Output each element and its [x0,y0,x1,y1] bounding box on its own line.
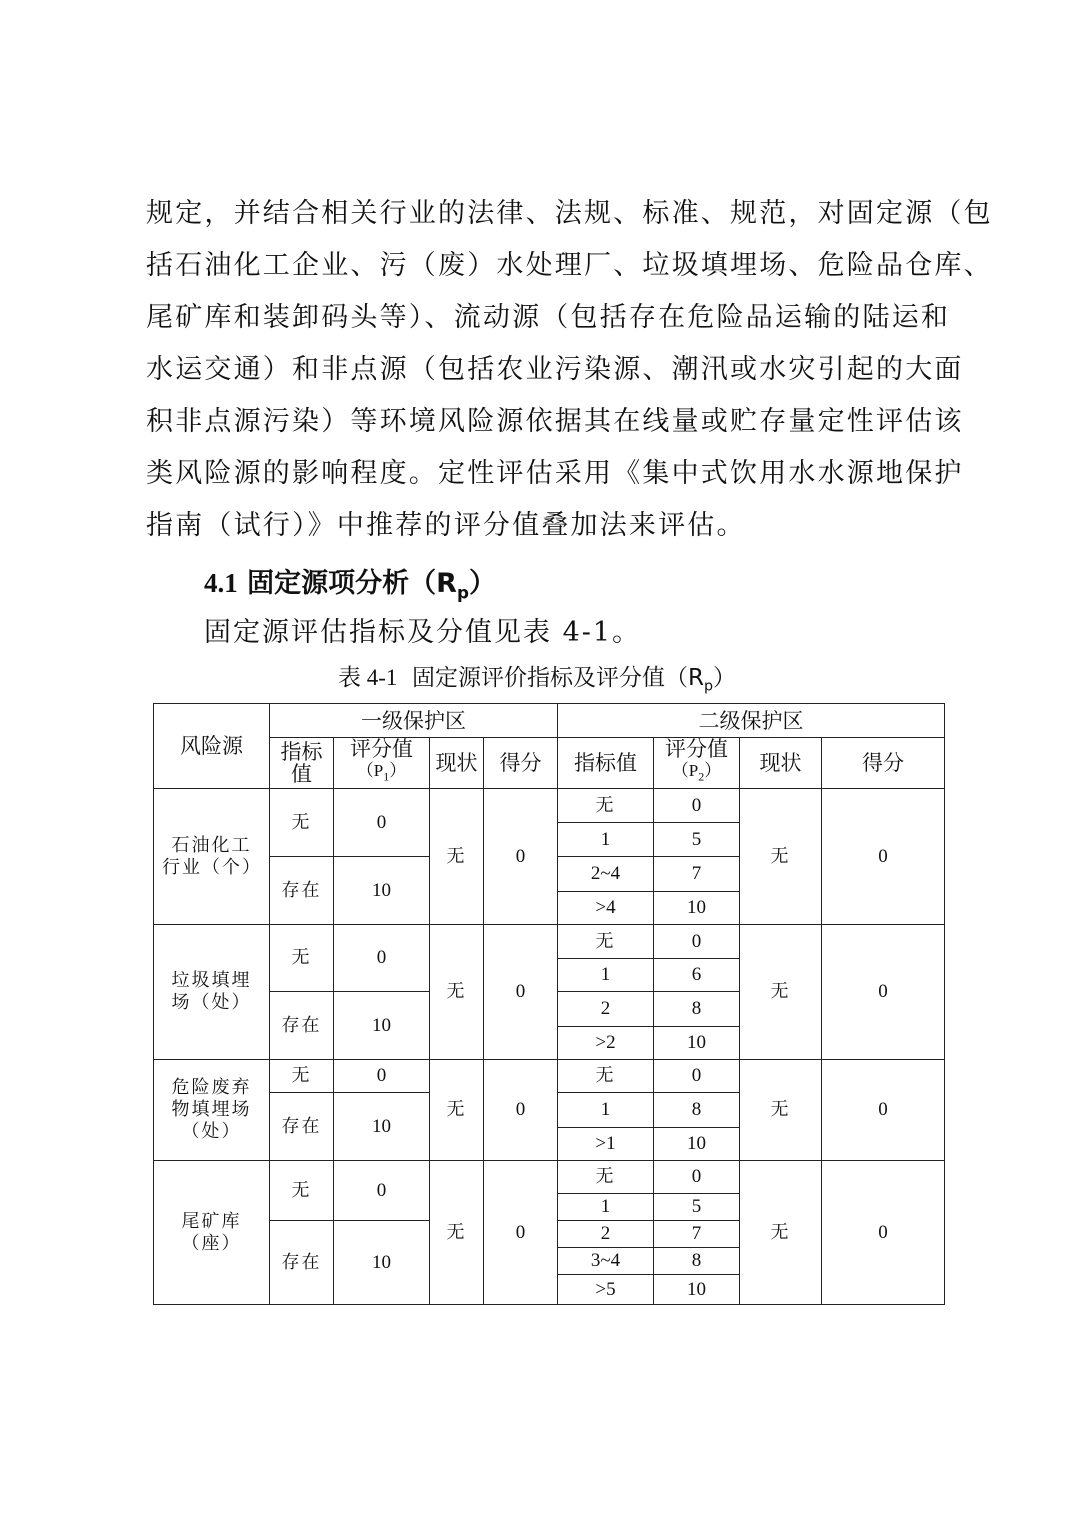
zone2-indicator: 1 [558,823,654,857]
zone2-value: 8 [654,1093,740,1128]
zone2-status: 无 [740,1161,822,1305]
zone2-value: 5 [654,823,740,857]
table-row [154,1060,945,1093]
caption-close: ） [713,665,737,691]
zone2-value: 6 [654,959,740,992]
zone2-indicator: 无 [558,1161,654,1194]
zone2-indicator: >1 [558,1128,654,1161]
zone2-value: 8 [654,992,740,1027]
paragraph-line: 水运交通）和非点源（包括农业污染源、潮汛或水灾引起的大面 [146,354,964,385]
zone1-indicator: 无 [270,789,334,857]
zone1-value: 0 [334,925,430,992]
zone1-indicator: 无 [270,1060,334,1093]
zone2-indicator: 无 [558,1060,654,1093]
header-score1: 得分 [484,738,558,789]
zone2-indicator: 无 [558,925,654,959]
paragraph-line: 括石油化工企业、污（废）水处理厂、垃圾填埋场、危险品仓库、 [146,250,993,281]
header-status1: 现状 [430,738,484,789]
zone1-status: 无 [430,1060,484,1161]
header-status2: 现状 [740,738,822,789]
zone2-indicator: >4 [558,892,654,925]
zone2-indicator: 2 [558,992,654,1027]
zone1-indicator: 存在 [270,992,334,1060]
zone1-indicator: 存在 [270,1093,334,1161]
zone2-indicator: >2 [558,1027,654,1060]
zone2-value: 7 [654,857,740,892]
header-zone2: 二级保护区 [558,704,945,738]
section-title: 固定源项分析（R [247,568,457,599]
zone1-score: 0 [484,1060,558,1161]
zone1-value: 0 [334,789,430,857]
paragraph-line: 规定，并结合相关行业的法律、法规、标准、规范，对固定源（包 [146,198,993,229]
zone2-indicator: 1 [558,1194,654,1221]
zone2-value: 5 [654,1194,740,1221]
zone1-score: 0 [484,789,558,925]
paragraph-line: 尾矿库和装卸码头等）、流动源（包括存在危险品运输的陆运和 [146,302,951,333]
zone1-value: 10 [334,857,430,925]
zone2-value: 0 [654,789,740,823]
zone1-score: 0 [484,925,558,1060]
header-risk-source: 风险源 [154,704,270,789]
zone1-value: 0 [334,1060,430,1093]
paragraph-line: 积非点源污染）等环境风险源依据其在线量或贮存量定性评估该 [146,406,964,437]
zone2-value: 7 [654,1221,740,1248]
zone1-value: 10 [334,1221,430,1305]
header-indicator1: 指标值 [270,738,334,789]
zone1-status: 无 [430,1161,484,1305]
zone1-indicator: 存在 [270,857,334,925]
zone2-status: 无 [740,925,822,1060]
risk-source-name: 垃圾填埋场（处） [154,925,270,1060]
zone1-indicator: 无 [270,925,334,992]
zone2-value: 10 [654,1128,740,1161]
table-row [154,1161,945,1194]
risk-source-name: 危险废弃物填埋场（处） [154,1060,270,1161]
table-row [154,925,945,959]
zone2-value: 10 [654,892,740,925]
caption-sub: p [703,678,714,695]
zone1-value: 0 [334,1161,430,1221]
zone2-indicator: >5 [558,1275,654,1305]
zone2-indicator: 2 [558,1221,654,1248]
zone2-value: 0 [654,1161,740,1194]
caption-prefix: 表 4-1 [337,665,398,690]
zone1-value: 10 [334,1093,430,1161]
header-score2: 得分 [822,738,945,789]
caption-title: 固定源评价指标及评分值（R [412,665,704,691]
zone1-indicator: 存在 [270,1221,334,1305]
zone2-value: 10 [654,1275,740,1305]
zone1-value: 10 [334,992,430,1060]
zone1-indicator: 无 [270,1161,334,1221]
header-zone1: 一级保护区 [270,704,558,738]
zone2-score: 0 [822,789,945,925]
section-title-close: ） [468,568,496,599]
table-caption [0,658,1074,707]
zone2-value: 10 [654,1027,740,1060]
header-indicator2: 指标值 [558,738,654,789]
table-row [154,789,945,823]
zone2-value: 8 [654,1248,740,1275]
zone2-value: 0 [654,925,740,959]
zone2-value: 0 [654,1060,740,1093]
zone2-indicator: 1 [558,959,654,992]
body-paragraph [146,188,993,552]
zone2-score: 0 [822,1060,945,1161]
section-number: 4.1 [204,568,238,598]
header-score-value1: 评分值 $(P_1)$ [334,738,430,789]
zone2-indicator: 无 [558,789,654,823]
zone2-score: 0 [822,925,945,1060]
zone1-status: 无 [430,789,484,925]
zone2-indicator: 1 [558,1093,654,1128]
paragraph-line: 类风险源的影响程度。定性评估采用《集中式饮用水水源地保护 [146,458,964,489]
risk-source-name: 尾矿库（座） [154,1161,270,1305]
paragraph-line: 指南（试行）》中推荐的评分值叠加法来评估。 [146,510,746,541]
intro-text: 固定源评估指标及分值见表 4-1。 [204,617,642,648]
zone2-status: 无 [740,1060,822,1161]
zone2-score: 0 [822,1161,945,1305]
zone2-indicator: 2~4 [558,857,654,892]
zone1-status: 无 [430,925,484,1060]
score-table [153,703,945,1305]
zone2-status: 无 [740,789,822,925]
section-title-sub: p [456,582,469,603]
zone2-indicator: 3~4 [558,1248,654,1275]
zone1-score: 0 [484,1161,558,1305]
risk-source-name: 石油化工行业（个） [154,789,270,925]
header-score-value2: 评分值 $(P_2)$ [654,738,740,789]
